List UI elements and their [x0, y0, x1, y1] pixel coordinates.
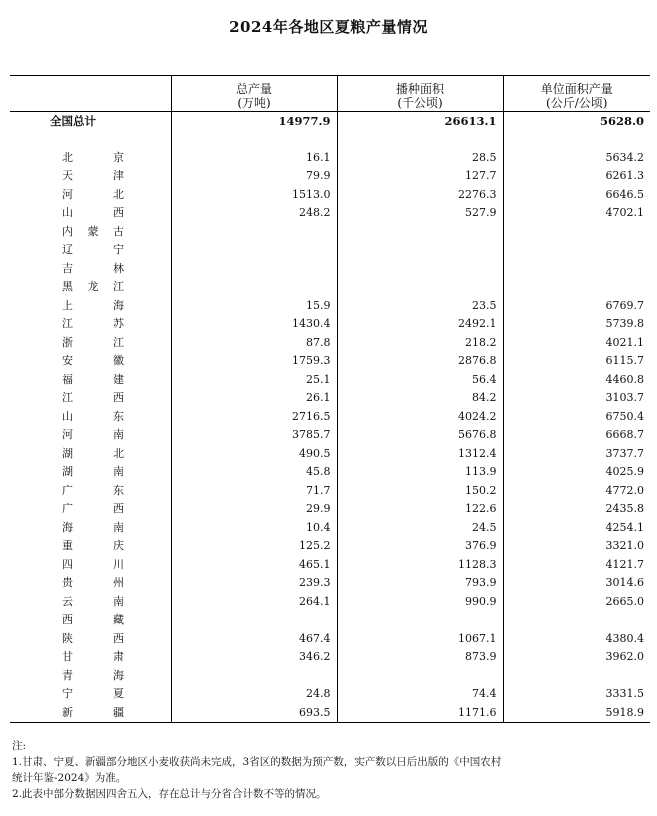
cell-sown-area: 74.4	[337, 685, 503, 704]
region-name-char: 江	[113, 335, 124, 349]
region-name-chars	[62, 667, 124, 686]
cell-yield	[503, 611, 650, 630]
table-row	[10, 500, 650, 519]
cell-total-output: 248.2	[171, 204, 337, 223]
cell-sown-area	[337, 278, 503, 297]
region-name	[10, 463, 171, 482]
cell-total-output: 45.8	[171, 463, 337, 482]
region-name	[10, 371, 171, 390]
region-name-char: 贵	[62, 576, 73, 589]
region-name	[10, 315, 171, 334]
region-name-char: 宁	[113, 243, 124, 256]
region-name	[10, 556, 171, 575]
region-name-char: 山	[62, 409, 73, 423]
region-name	[10, 630, 171, 649]
region-name-chars	[62, 149, 124, 168]
cell-total-output: 25.1	[171, 371, 337, 390]
region-name	[10, 352, 171, 371]
cell-total-output	[171, 278, 337, 297]
region-name-chars	[62, 482, 124, 501]
cell-yield: 6261.3	[503, 167, 650, 186]
region-name	[10, 389, 171, 408]
cell-total-output: 490.5	[171, 445, 337, 464]
cell-total-output	[171, 667, 337, 686]
table-row	[10, 648, 650, 667]
region-name	[10, 297, 171, 316]
region-name-char: 南	[113, 594, 124, 608]
table-row	[10, 574, 650, 593]
region-name-char: 江	[62, 317, 73, 330]
region-name-char: 徽	[113, 354, 124, 367]
region-name-chars	[62, 167, 124, 186]
cell-sown-area: 122.6	[337, 500, 503, 519]
cell-total-output: 264.1	[171, 593, 337, 612]
table-row	[10, 408, 650, 427]
region-name-char: 蒙	[87, 224, 99, 238]
cell-sown-area: 1312.4	[337, 445, 503, 464]
region-name-chars	[62, 463, 124, 482]
region-name-char: 苏	[113, 317, 124, 330]
cell-total-output: 10.4	[171, 519, 337, 538]
cell-yield: 6750.4	[503, 408, 650, 427]
region-name-char: 新	[62, 705, 73, 719]
table-row	[10, 223, 650, 242]
cell-yield: 3014.6	[503, 574, 650, 593]
total-area: 26613.1	[337, 112, 503, 131]
header-yield-unit: (公斤/公顷)	[546, 96, 608, 110]
header-total-output	[171, 76, 337, 112]
region-name-char: 西	[113, 631, 124, 645]
cell-sown-area: 150.2	[337, 482, 503, 501]
region-name-chars	[62, 519, 124, 538]
cell-sown-area	[337, 611, 503, 630]
region-name-chars	[62, 334, 124, 353]
region-name-chars	[62, 704, 124, 723]
region-name	[10, 408, 171, 427]
header-sown-area-title: 播种面积	[395, 82, 444, 96]
region-name	[10, 426, 171, 445]
region-name-chars	[62, 630, 124, 649]
region-name-char: 吉	[62, 261, 73, 275]
cell-yield: 2435.8	[503, 500, 650, 519]
table-row	[10, 204, 650, 223]
region-name-char: 东	[113, 409, 124, 423]
region-name-char: 黑	[62, 280, 73, 293]
region-name-char: 浙	[62, 335, 73, 349]
note-2: 2.此表中部分数据因四舍五入，存在总计与分省合计数不等的情况。	[12, 788, 327, 800]
table-row	[10, 611, 650, 630]
cell-sown-area: 4024.2	[337, 408, 503, 427]
region-name-chars	[62, 445, 124, 464]
cell-sown-area: 1171.6	[337, 704, 503, 723]
table-row	[10, 593, 650, 612]
cell-total-output: 26.1	[171, 389, 337, 408]
region-name	[10, 278, 171, 297]
region-name-chars	[62, 352, 124, 371]
region-name-char: 北	[62, 150, 73, 164]
region-name-char: 上	[62, 298, 73, 312]
region-name-chars	[62, 408, 124, 427]
note-1-line-1: 1.甘肃、宁夏、新疆部分地区小麦收获尚未完成，3省区的数据为预产数，实产数以日后出版的《中国农村	[12, 756, 502, 768]
region-name-char: 江	[113, 280, 124, 293]
region-name-char: 海	[113, 668, 124, 682]
cell-sown-area: 28.5	[337, 149, 503, 168]
region-name-char: 北	[113, 187, 124, 201]
region-name-chars	[62, 537, 124, 556]
cell-yield: 3737.7	[503, 445, 650, 464]
region-name-char: 林	[113, 261, 124, 275]
region-name	[10, 334, 171, 353]
table-row	[10, 149, 650, 168]
spacer-row	[10, 131, 650, 149]
table-row	[10, 445, 650, 464]
table-row	[10, 519, 650, 538]
region-name-char: 北	[113, 446, 124, 460]
cell-sown-area: 56.4	[337, 371, 503, 390]
region-name-char: 疆	[113, 705, 124, 719]
cell-total-output: 16.1	[171, 149, 337, 168]
cell-yield: 4772.0	[503, 482, 650, 501]
region-name-char: 建	[113, 372, 124, 386]
cell-total-output: 467.4	[171, 630, 337, 649]
region-name-chars	[62, 223, 124, 242]
region-name	[10, 186, 171, 205]
table-row	[10, 556, 650, 575]
page-title: 2024年各地区夏粮产量情况	[229, 18, 428, 36]
cell-yield	[503, 278, 650, 297]
region-name	[10, 685, 171, 704]
cell-sown-area	[337, 223, 503, 242]
cell-sown-area: 127.7	[337, 167, 503, 186]
region-name	[10, 260, 171, 279]
cell-sown-area: 218.2	[337, 334, 503, 353]
cell-total-output: 79.9	[171, 167, 337, 186]
region-name-chars	[62, 556, 124, 575]
cell-total-output	[171, 260, 337, 279]
region-name-char: 广	[62, 502, 73, 515]
cell-sown-area: 24.5	[337, 519, 503, 538]
region-name	[10, 482, 171, 501]
header-sown-area	[337, 76, 503, 112]
cell-yield: 4021.1	[503, 334, 650, 353]
region-name-chars	[62, 278, 124, 297]
cell-total-output: 1513.0	[171, 186, 337, 205]
region-name-char: 州	[113, 576, 124, 589]
region-name	[10, 611, 171, 630]
region-name	[10, 574, 171, 593]
cell-yield	[503, 260, 650, 279]
header-total-output-title: 总产量	[235, 82, 272, 96]
region-name-char: 湖	[62, 446, 73, 460]
cell-yield: 3331.5	[503, 685, 650, 704]
region-name-char: 河	[62, 428, 73, 441]
cell-total-output: 1759.3	[171, 352, 337, 371]
cell-yield: 5739.8	[503, 315, 650, 334]
region-name-char: 海	[113, 298, 124, 312]
cell-sown-area	[337, 667, 503, 686]
table-row	[10, 389, 650, 408]
cell-total-output	[171, 223, 337, 242]
region-name-char: 南	[113, 520, 124, 534]
table-row	[10, 167, 650, 186]
region-name-chars	[62, 648, 124, 667]
region-name-char: 西	[113, 206, 124, 219]
cell-total-output	[171, 241, 337, 260]
region-name-chars	[62, 611, 124, 630]
cell-sown-area: 84.2	[337, 389, 503, 408]
region-name-chars	[62, 260, 124, 279]
cell-total-output: 15.9	[171, 297, 337, 316]
region-name	[10, 241, 171, 260]
region-name-chars	[62, 371, 124, 390]
table-row	[10, 463, 650, 482]
cell-sown-area: 1067.1	[337, 630, 503, 649]
region-name-char: 广	[62, 483, 73, 497]
region-name-chars	[62, 186, 124, 205]
region-name	[10, 500, 171, 519]
header-region	[10, 76, 171, 112]
cell-yield: 6769.7	[503, 297, 650, 316]
region-name-char: 古	[113, 224, 124, 238]
cell-total-output	[171, 611, 337, 630]
region-name-char: 重	[62, 539, 73, 552]
cell-total-output: 346.2	[171, 648, 337, 667]
region-name	[10, 223, 171, 242]
table-row	[10, 704, 650, 723]
cell-yield	[503, 223, 650, 242]
region-name-char: 龙	[87, 280, 99, 293]
header-yield-title: 单位面积产量	[540, 82, 613, 96]
cell-yield: 3103.7	[503, 389, 650, 408]
cell-sown-area: 990.9	[337, 593, 503, 612]
cell-yield: 4025.9	[503, 463, 650, 482]
table-row	[10, 186, 650, 205]
cell-yield: 3962.0	[503, 648, 650, 667]
cell-yield: 4380.4	[503, 630, 650, 649]
cell-total-output: 24.8	[171, 685, 337, 704]
region-name-char: 西	[113, 391, 124, 404]
cell-sown-area: 1128.3	[337, 556, 503, 575]
cell-sown-area: 2276.3	[337, 186, 503, 205]
national-total-row	[10, 112, 650, 131]
table-row	[10, 297, 650, 316]
region-name-chars	[62, 297, 124, 316]
region-name-chars	[62, 574, 124, 593]
cell-total-output: 693.5	[171, 704, 337, 723]
region-name-chars	[62, 426, 124, 445]
region-name-char: 河	[62, 187, 73, 201]
region-name-char: 安	[62, 354, 73, 367]
table-row	[10, 334, 650, 353]
cell-total-output: 87.8	[171, 334, 337, 353]
region-name	[10, 593, 171, 612]
table-row	[10, 685, 650, 704]
total-yield: 5628.0	[503, 112, 650, 131]
table-row	[10, 260, 650, 279]
region-name-char: 青	[62, 668, 73, 682]
cell-sown-area: 376.9	[337, 537, 503, 556]
region-name-char: 江	[62, 391, 73, 404]
region-name-char: 京	[113, 150, 124, 164]
region-name-chars	[62, 593, 124, 612]
region-name-char: 南	[113, 428, 124, 441]
region-name-char: 肃	[113, 650, 124, 663]
cell-sown-area: 23.5	[337, 297, 503, 316]
region-name-char: 东	[113, 483, 124, 497]
table-row	[10, 482, 650, 501]
region-name-char: 宁	[62, 687, 73, 700]
region-name-char: 内	[62, 224, 73, 238]
cell-yield	[503, 241, 650, 260]
region-name-chars	[62, 315, 124, 334]
region-name	[10, 537, 171, 556]
region-name-char: 夏	[113, 687, 124, 700]
cell-yield: 6668.7	[503, 426, 650, 445]
table-row	[10, 667, 650, 686]
table-row	[10, 630, 650, 649]
region-name-char: 辽	[62, 243, 73, 256]
region-name-char: 福	[62, 372, 73, 386]
cell-sown-area: 527.9	[337, 204, 503, 223]
region-name	[10, 204, 171, 223]
table-row	[10, 315, 650, 334]
cell-yield: 5918.9	[503, 704, 650, 723]
region-name	[10, 445, 171, 464]
cell-yield: 5634.2	[503, 149, 650, 168]
table-row	[10, 537, 650, 556]
table-row	[10, 352, 650, 371]
region-name	[10, 648, 171, 667]
footnotes	[12, 738, 648, 802]
table-row	[10, 371, 650, 390]
region-name-char: 云	[62, 594, 73, 608]
region-name	[10, 167, 171, 186]
region-name-char: 西	[62, 613, 73, 626]
table-row	[10, 278, 650, 297]
region-name-char: 庆	[113, 539, 124, 552]
region-name	[10, 149, 171, 168]
header-total-output-unit: (万吨)	[237, 96, 271, 110]
cell-total-output: 29.9	[171, 500, 337, 519]
cell-yield: 4121.7	[503, 556, 650, 575]
region-name-char: 藏	[113, 613, 124, 626]
cell-yield: 6115.7	[503, 352, 650, 371]
cell-yield: 4460.8	[503, 371, 650, 390]
header-yield	[503, 76, 650, 112]
cell-sown-area: 5676.8	[337, 426, 503, 445]
cell-sown-area	[337, 241, 503, 260]
cell-sown-area: 873.9	[337, 648, 503, 667]
cell-total-output: 465.1	[171, 556, 337, 575]
region-name	[10, 704, 171, 723]
region-name-char: 陕	[62, 631, 73, 645]
region-name-chars	[62, 204, 124, 223]
region-name-char: 西	[113, 502, 124, 515]
cell-yield: 2665.0	[503, 593, 650, 612]
cell-total-output: 3785.7	[171, 426, 337, 445]
cell-total-output: 125.2	[171, 537, 337, 556]
region-name-char: 南	[113, 465, 124, 478]
region-name-char: 山	[62, 206, 73, 219]
cell-yield: 4254.1	[503, 519, 650, 538]
region-name-chars	[62, 241, 124, 260]
region-name-char: 津	[113, 169, 124, 182]
region-name-chars	[62, 389, 124, 408]
cell-yield: 3321.0	[503, 537, 650, 556]
region-name-char: 天	[62, 169, 73, 182]
region-name	[10, 519, 171, 538]
cell-yield	[503, 667, 650, 686]
table-header-row	[10, 76, 650, 112]
region-name-chars	[62, 500, 124, 519]
total-label: 全国总计	[50, 114, 96, 128]
cell-sown-area: 113.9	[337, 463, 503, 482]
region-name-char: 海	[62, 520, 73, 534]
cell-sown-area	[337, 260, 503, 279]
grain-output-table	[10, 75, 650, 723]
cell-yield: 6646.5	[503, 186, 650, 205]
cell-total-output: 71.7	[171, 482, 337, 501]
cell-sown-area: 2492.1	[337, 315, 503, 334]
total-output: 14977.9	[171, 112, 337, 131]
cell-total-output: 2716.5	[171, 408, 337, 427]
region-name-char: 四	[62, 557, 73, 571]
cell-sown-area: 793.9	[337, 574, 503, 593]
region-name-chars	[62, 685, 124, 704]
cell-total-output: 1430.4	[171, 315, 337, 334]
notes-heading: 注:	[12, 740, 27, 752]
note-1-line-2: 统计年鉴-2024》为准。	[12, 772, 127, 784]
cell-total-output: 239.3	[171, 574, 337, 593]
header-sown-area-unit: (千公顷)	[397, 96, 443, 110]
table-row	[10, 241, 650, 260]
region-name	[10, 667, 171, 686]
cell-yield: 4702.1	[503, 204, 650, 223]
region-name-char: 川	[113, 557, 124, 571]
region-name-char: 湖	[62, 465, 73, 478]
cell-sown-area: 2876.8	[337, 352, 503, 371]
region-name-char: 甘	[62, 650, 73, 663]
table-row	[10, 426, 650, 445]
